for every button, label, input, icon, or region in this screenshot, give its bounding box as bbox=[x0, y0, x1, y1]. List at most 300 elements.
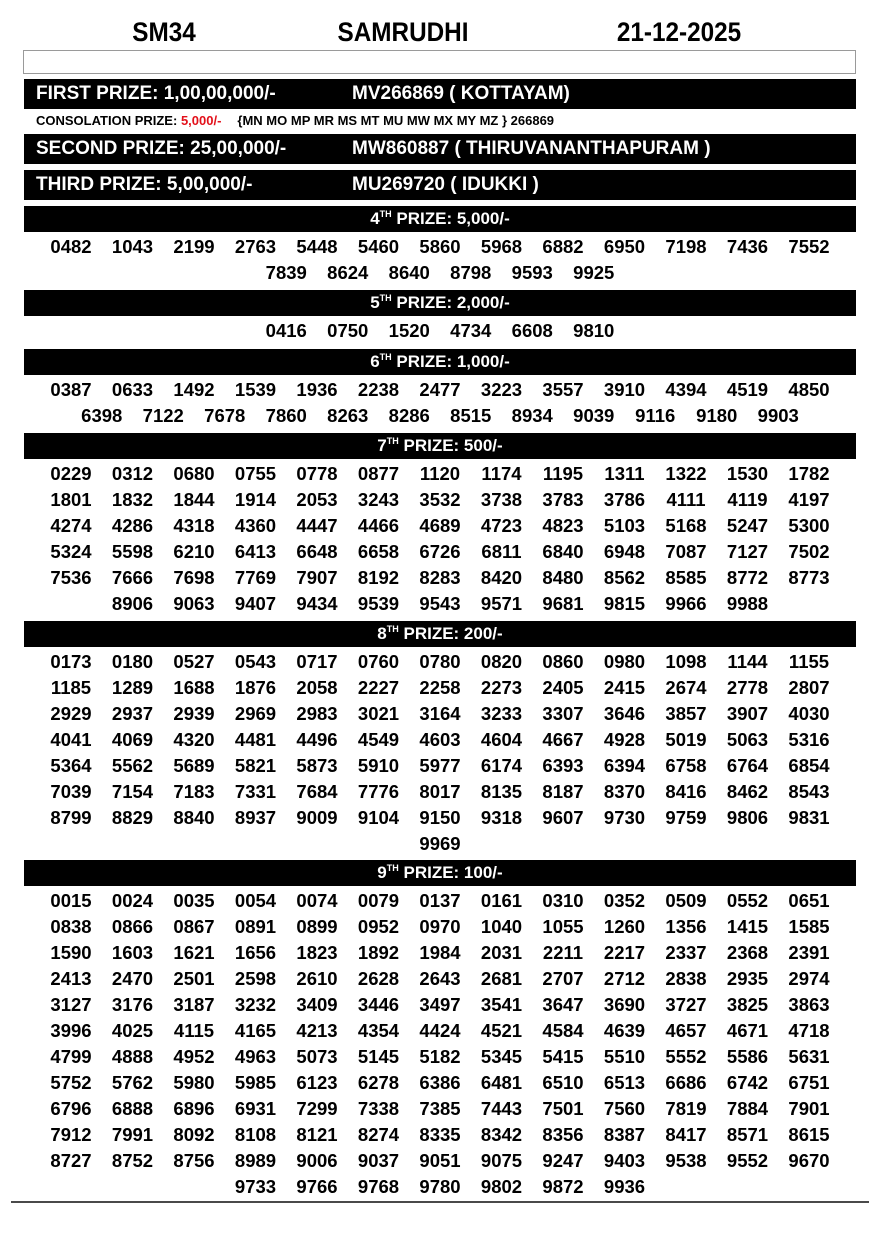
number-row bbox=[24, 403, 856, 429]
consolation-series: {MN MO MP MR MS MT MU MW MX MY MZ } 266869 bbox=[237, 113, 555, 128]
winning-number: 9539 bbox=[357, 593, 400, 614]
winning-number: 1801 bbox=[50, 489, 92, 510]
winning-number: 8420 bbox=[480, 567, 523, 588]
winning-number: 2405 bbox=[542, 677, 584, 698]
winning-number: 8624 bbox=[327, 262, 369, 283]
winning-number: 8989 bbox=[234, 1150, 277, 1171]
winning-number: 7819 bbox=[665, 1098, 707, 1119]
winning-number: 4213 bbox=[296, 1020, 338, 1041]
winning-number: 4519 bbox=[726, 379, 769, 400]
winning-number: 2211 bbox=[542, 942, 584, 963]
number-row bbox=[24, 992, 856, 1018]
winning-number: 6751 bbox=[788, 1072, 830, 1093]
winning-number: 9831 bbox=[788, 807, 830, 828]
prize-6-header bbox=[24, 349, 856, 375]
number-row bbox=[24, 234, 856, 260]
winning-number: 9538 bbox=[665, 1150, 707, 1171]
draw-date: 21-12-2025 bbox=[616, 17, 742, 47]
winning-number: 4496 bbox=[296, 729, 338, 750]
winning-number: 5980 bbox=[173, 1072, 215, 1093]
winning-number: 1356 bbox=[665, 916, 707, 937]
winning-number: 5247 bbox=[726, 515, 769, 536]
winning-number: 1043 bbox=[111, 236, 154, 257]
winning-number: 7776 bbox=[357, 781, 400, 802]
consolation-amount: 5,000/- bbox=[180, 113, 222, 128]
winning-number: 8571 bbox=[726, 1124, 769, 1145]
winning-number: 8192 bbox=[357, 567, 400, 588]
winning-number: 9925 bbox=[573, 262, 615, 283]
winning-number: 5631 bbox=[788, 1046, 830, 1067]
number-row bbox=[24, 1070, 856, 1096]
winning-number: 4823 bbox=[542, 515, 584, 536]
winning-number: 9936 bbox=[603, 1176, 646, 1197]
winning-number: 9434 bbox=[296, 593, 338, 614]
winning-number: 9006 bbox=[296, 1150, 338, 1171]
consolation-prize-line bbox=[36, 112, 554, 130]
winning-number: 8640 bbox=[388, 262, 430, 283]
third-prize-bar bbox=[24, 170, 856, 200]
winning-number: 0079 bbox=[357, 890, 400, 911]
winning-number: 1311 bbox=[604, 463, 645, 484]
winning-number: 3825 bbox=[726, 994, 769, 1015]
winning-number: 3176 bbox=[111, 994, 154, 1015]
winning-number: 4119 bbox=[727, 489, 768, 510]
winning-number: 3786 bbox=[603, 489, 646, 510]
winning-number: 0074 bbox=[296, 890, 338, 911]
first-prize-label: FIRST PRIZE: 1,00,00,000/- bbox=[36, 83, 276, 104]
draw-code: SM34 bbox=[132, 17, 196, 47]
winning-number: 4394 bbox=[665, 379, 707, 400]
winning-number: 9037 bbox=[357, 1150, 400, 1171]
winning-number: 6758 bbox=[665, 755, 707, 776]
winning-number: 2470 bbox=[111, 968, 154, 989]
winning-number: 8335 bbox=[419, 1124, 461, 1145]
winning-number: 0952 bbox=[357, 916, 400, 937]
winning-number: 8417 bbox=[665, 1124, 707, 1145]
winning-number: 2643 bbox=[419, 968, 461, 989]
winning-number: 1185 bbox=[50, 677, 92, 698]
winning-number: 1520 bbox=[388, 320, 430, 341]
winning-number: 3541 bbox=[480, 994, 523, 1015]
winning-number: 6882 bbox=[542, 236, 584, 257]
winning-number: 0387 bbox=[50, 379, 92, 400]
number-row bbox=[24, 914, 856, 940]
winning-number: 1530 bbox=[726, 463, 769, 484]
winning-number: 0838 bbox=[50, 916, 92, 937]
number-row bbox=[24, 565, 856, 591]
prize-ordinal: 6 bbox=[370, 352, 380, 371]
winning-number: 8799 bbox=[50, 807, 92, 828]
winning-number: 0161 bbox=[480, 890, 523, 911]
winning-number: 6931 bbox=[234, 1098, 277, 1119]
prize-4-numbers bbox=[24, 234, 856, 286]
winning-number: 5316 bbox=[788, 729, 830, 750]
winning-number: 5510 bbox=[603, 1046, 646, 1067]
winning-number: 1322 bbox=[665, 463, 707, 484]
number-row bbox=[24, 1174, 856, 1200]
winning-number: 2969 bbox=[234, 703, 277, 724]
number-row bbox=[24, 461, 856, 487]
winning-number: 6686 bbox=[665, 1072, 707, 1093]
winning-number: 6888 bbox=[111, 1098, 154, 1119]
winning-number: 8615 bbox=[788, 1124, 830, 1145]
winning-number: 1823 bbox=[296, 942, 338, 963]
winning-number: 6648 bbox=[296, 541, 338, 562]
winning-number: 9180 bbox=[696, 405, 738, 426]
winning-number: 6174 bbox=[480, 755, 523, 776]
prize-amount-label: PRIZE: 500/- bbox=[398, 436, 503, 455]
winning-number: 6481 bbox=[480, 1072, 523, 1093]
winning-number: 2337 bbox=[665, 942, 707, 963]
winning-number: 1936 bbox=[296, 379, 338, 400]
winning-number: 2807 bbox=[788, 677, 830, 698]
winning-number: 6658 bbox=[357, 541, 400, 562]
winning-number: 8937 bbox=[234, 807, 277, 828]
winning-number: 9063 bbox=[173, 593, 215, 614]
winning-number: 9407 bbox=[234, 593, 277, 614]
winning-number: 4718 bbox=[788, 1020, 830, 1041]
lottery-name: SAMRUDHI bbox=[337, 17, 469, 47]
winning-number: 2763 bbox=[234, 236, 277, 257]
winning-number: 2939 bbox=[173, 703, 215, 724]
winning-number: 0866 bbox=[111, 916, 154, 937]
winning-number: 7198 bbox=[665, 236, 707, 257]
winning-number: 1415 bbox=[726, 916, 769, 937]
winning-number: 8752 bbox=[111, 1150, 154, 1171]
winning-number: 8274 bbox=[357, 1124, 400, 1145]
winning-number: 4360 bbox=[234, 515, 277, 536]
winning-number: 1585 bbox=[788, 916, 830, 937]
ordinal-suffix: TH bbox=[379, 352, 392, 362]
winning-number: 5968 bbox=[480, 236, 523, 257]
winning-number: 2974 bbox=[788, 968, 830, 989]
winning-number: 9903 bbox=[757, 405, 799, 426]
winning-number: 0352 bbox=[603, 890, 646, 911]
winning-number: 4466 bbox=[357, 515, 400, 536]
winning-number: 1120 bbox=[419, 463, 461, 484]
winning-number: 2391 bbox=[788, 942, 830, 963]
winning-number: 4274 bbox=[50, 515, 92, 536]
winning-number: 8286 bbox=[388, 405, 430, 426]
winning-number: 9810 bbox=[573, 320, 615, 341]
prize-9-header bbox=[24, 860, 856, 886]
winning-number: 3910 bbox=[603, 379, 646, 400]
winning-number: 5762 bbox=[111, 1072, 154, 1093]
winning-number: 7039 bbox=[50, 781, 92, 802]
winning-number: 8462 bbox=[726, 781, 769, 802]
winning-number: 1621 bbox=[173, 942, 215, 963]
winning-number: 1155 bbox=[788, 651, 830, 672]
winning-number: 0543 bbox=[234, 651, 277, 672]
winning-number: 1289 bbox=[111, 677, 154, 698]
winning-number: 4952 bbox=[173, 1046, 215, 1067]
winning-number: 9104 bbox=[357, 807, 400, 828]
winning-number: 9768 bbox=[357, 1176, 400, 1197]
winning-number: 6811 bbox=[481, 541, 522, 562]
number-row bbox=[24, 753, 856, 779]
winning-number: 3727 bbox=[665, 994, 707, 1015]
prize-amount-label: PRIZE: 100/- bbox=[398, 863, 503, 882]
winning-number: 1195 bbox=[542, 463, 584, 484]
winning-number: 9571 bbox=[480, 593, 523, 614]
winning-number: 7839 bbox=[265, 262, 307, 283]
winning-number: 2598 bbox=[234, 968, 277, 989]
winning-number: 1656 bbox=[234, 942, 277, 963]
winning-number: 8906 bbox=[111, 593, 154, 614]
winning-number: 8772 bbox=[726, 567, 769, 588]
winning-number: 0054 bbox=[234, 890, 277, 911]
winning-number: 8283 bbox=[419, 567, 461, 588]
winning-number: 9009 bbox=[296, 807, 338, 828]
winning-number: 6726 bbox=[419, 541, 461, 562]
winning-number: 2477 bbox=[419, 379, 461, 400]
winning-number: 7183 bbox=[173, 781, 215, 802]
winning-number: 1914 bbox=[234, 489, 277, 510]
winning-number: 9681 bbox=[542, 593, 584, 614]
winning-number: 0229 bbox=[50, 463, 92, 484]
winning-number: 7331 bbox=[234, 781, 277, 802]
winning-number: 3857 bbox=[665, 703, 707, 724]
prize-8-header bbox=[24, 621, 856, 647]
winning-number: 8370 bbox=[603, 781, 646, 802]
winning-number: 8798 bbox=[450, 262, 492, 283]
winning-number: 7501 bbox=[542, 1098, 584, 1119]
winning-number: 9670 bbox=[788, 1150, 830, 1171]
winning-number: 3646 bbox=[603, 703, 646, 724]
number-row bbox=[24, 779, 856, 805]
winning-number: 8829 bbox=[111, 807, 154, 828]
winning-number: 1984 bbox=[419, 942, 461, 963]
winning-number: 4734 bbox=[450, 320, 492, 341]
number-row bbox=[24, 727, 856, 753]
third-prize-label: THIRD PRIZE: 5,00,000/- bbox=[36, 174, 253, 195]
number-row bbox=[24, 487, 856, 513]
winning-number: 8356 bbox=[542, 1124, 584, 1145]
winning-number: 2058 bbox=[296, 677, 338, 698]
winning-number: 5168 bbox=[665, 515, 707, 536]
winning-number: 8480 bbox=[542, 567, 584, 588]
winning-number: 2415 bbox=[603, 677, 646, 698]
prize-ordinal: 7 bbox=[377, 436, 387, 455]
winning-number: 0416 bbox=[265, 320, 307, 341]
number-row bbox=[24, 260, 856, 286]
winning-number: 2935 bbox=[726, 968, 769, 989]
winning-number: 9759 bbox=[665, 807, 707, 828]
number-row bbox=[24, 1018, 856, 1044]
winning-number: 0024 bbox=[111, 890, 154, 911]
winning-number: 7678 bbox=[204, 405, 246, 426]
winning-number: 6386 bbox=[419, 1072, 461, 1093]
winning-number: 0651 bbox=[788, 890, 830, 911]
second-prize-bar bbox=[24, 134, 856, 164]
winning-number: 0970 bbox=[419, 916, 461, 937]
prize-amount-label: PRIZE: 200/- bbox=[398, 624, 503, 643]
winning-number: 4354 bbox=[357, 1020, 400, 1041]
prize-amount-label: PRIZE: 2,000/- bbox=[391, 293, 510, 312]
winning-number: 5063 bbox=[726, 729, 769, 750]
winning-number: 5103 bbox=[603, 515, 646, 536]
winning-number: 4888 bbox=[111, 1046, 154, 1067]
winning-number: 3232 bbox=[234, 994, 277, 1015]
winning-number: 7666 bbox=[111, 567, 154, 588]
number-row bbox=[24, 888, 856, 914]
winning-number: 2712 bbox=[603, 968, 646, 989]
number-row bbox=[24, 701, 856, 727]
winning-number: 0899 bbox=[296, 916, 338, 937]
winning-number: 9969 bbox=[419, 833, 461, 854]
winning-number: 3783 bbox=[542, 489, 584, 510]
winning-number: 4603 bbox=[419, 729, 461, 750]
winning-number: 0760 bbox=[357, 651, 400, 672]
winning-number: 2413 bbox=[50, 968, 92, 989]
winning-number: 6393 bbox=[542, 755, 584, 776]
winning-number: 5562 bbox=[111, 755, 154, 776]
winning-number: 6510 bbox=[542, 1072, 584, 1093]
winning-number: 0035 bbox=[173, 890, 215, 911]
winning-number: 6742 bbox=[726, 1072, 769, 1093]
winning-number: 5073 bbox=[296, 1046, 338, 1067]
winning-number: 9607 bbox=[542, 807, 584, 828]
winning-number: 7338 bbox=[357, 1098, 400, 1119]
winning-number: 9988 bbox=[726, 593, 769, 614]
winning-number: 8515 bbox=[450, 405, 492, 426]
winning-number: 0778 bbox=[296, 463, 338, 484]
winning-number: 4671 bbox=[726, 1020, 769, 1041]
winning-number: 6513 bbox=[603, 1072, 646, 1093]
winning-number: 0509 bbox=[665, 890, 707, 911]
prize-5-header bbox=[24, 290, 856, 316]
winning-number: 1144 bbox=[727, 651, 768, 672]
winning-number: 0180 bbox=[111, 651, 154, 672]
winning-number: 8017 bbox=[419, 781, 461, 802]
winning-number: 3557 bbox=[542, 379, 584, 400]
ordinal-suffix: TH bbox=[379, 209, 392, 219]
winning-number: 4111 bbox=[666, 489, 706, 510]
winning-number: 8092 bbox=[173, 1124, 215, 1145]
winning-number: 3532 bbox=[419, 489, 461, 510]
second-prize-label: SECOND PRIZE: 25,00,000/- bbox=[36, 138, 287, 159]
winning-number: 5821 bbox=[234, 755, 277, 776]
winning-number: 0527 bbox=[173, 651, 215, 672]
winning-number: 9039 bbox=[573, 405, 615, 426]
winning-number: 2929 bbox=[50, 703, 92, 724]
winning-number: 9730 bbox=[603, 807, 646, 828]
winning-number: 2031 bbox=[480, 942, 523, 963]
winning-number: 8108 bbox=[234, 1124, 277, 1145]
winning-number: 7154 bbox=[111, 781, 154, 802]
winning-number: 8121 bbox=[296, 1124, 338, 1145]
winning-number: 3233 bbox=[480, 703, 523, 724]
number-row bbox=[24, 675, 856, 701]
winning-number: 9766 bbox=[296, 1176, 338, 1197]
winning-number: 5552 bbox=[665, 1046, 707, 1067]
winning-number: 7901 bbox=[788, 1098, 830, 1119]
winning-number: 4604 bbox=[480, 729, 523, 750]
winning-number: 1040 bbox=[480, 916, 523, 937]
winning-number: 8562 bbox=[603, 567, 646, 588]
ordinal-suffix: TH bbox=[379, 293, 392, 303]
winning-number: 0717 bbox=[296, 651, 338, 672]
winning-number: 9815 bbox=[603, 593, 646, 614]
winning-number: 0015 bbox=[50, 890, 92, 911]
winning-number: 4069 bbox=[111, 729, 154, 750]
winning-number: 2983 bbox=[296, 703, 338, 724]
winning-number: 6840 bbox=[542, 541, 584, 562]
winning-number: 4928 bbox=[603, 729, 646, 750]
winning-number: 9150 bbox=[419, 807, 461, 828]
number-row bbox=[24, 649, 856, 675]
winning-number: 0137 bbox=[419, 890, 461, 911]
winning-number: 4963 bbox=[234, 1046, 277, 1067]
winning-number: 6948 bbox=[603, 541, 646, 562]
winning-number: 3647 bbox=[542, 994, 584, 1015]
number-row bbox=[24, 966, 856, 992]
winning-number: 9802 bbox=[480, 1176, 523, 1197]
second-prize-ticket: MW860887 ( THIRUVANANTHAPURAM ) bbox=[352, 138, 711, 159]
winning-number: 6210 bbox=[173, 541, 215, 562]
winning-number: 1876 bbox=[234, 677, 277, 698]
winning-number: 8543 bbox=[788, 781, 830, 802]
winning-number: 4030 bbox=[788, 703, 830, 724]
first-prize-bar bbox=[24, 79, 856, 109]
winning-number: 8416 bbox=[665, 781, 707, 802]
result-header bbox=[0, 14, 880, 50]
winning-number: 0310 bbox=[542, 890, 584, 911]
winning-number: 6950 bbox=[603, 236, 646, 257]
winning-number: 7436 bbox=[726, 236, 769, 257]
winning-number: 8387 bbox=[603, 1124, 646, 1145]
prize-5-numbers bbox=[24, 318, 856, 344]
winning-number: 5598 bbox=[111, 541, 154, 562]
number-row bbox=[24, 1096, 856, 1122]
prize-amount-label: PRIZE: 5,000/- bbox=[391, 209, 510, 228]
winning-number: 2273 bbox=[480, 677, 523, 698]
winning-number: 4025 bbox=[111, 1020, 154, 1041]
winning-number: 3907 bbox=[726, 703, 769, 724]
winning-number: 2227 bbox=[357, 677, 400, 698]
winning-number: 2778 bbox=[726, 677, 769, 698]
prize-ordinal: 8 bbox=[377, 624, 387, 643]
winning-number: 4639 bbox=[603, 1020, 646, 1041]
winning-number: 4667 bbox=[542, 729, 584, 750]
winning-number: 1539 bbox=[234, 379, 277, 400]
winning-number: 0867 bbox=[173, 916, 215, 937]
winning-number: 2628 bbox=[357, 968, 400, 989]
winning-number: 5752 bbox=[50, 1072, 92, 1093]
winning-number: 0891 bbox=[234, 916, 277, 937]
winning-number: 4521 bbox=[480, 1020, 523, 1041]
winning-number: 2258 bbox=[419, 677, 461, 698]
ordinal-suffix: TH bbox=[386, 624, 399, 634]
number-row bbox=[24, 1148, 856, 1174]
winning-number: 9051 bbox=[419, 1150, 461, 1171]
number-row bbox=[24, 1044, 856, 1070]
prize-4-header bbox=[24, 206, 856, 232]
winning-number: 5324 bbox=[50, 541, 92, 562]
number-row bbox=[24, 513, 856, 539]
winning-number: 4799 bbox=[50, 1046, 92, 1067]
winning-number: 0633 bbox=[111, 379, 154, 400]
winning-number: 4447 bbox=[296, 515, 338, 536]
winning-number: 5345 bbox=[480, 1046, 523, 1067]
winning-number: 4424 bbox=[419, 1020, 461, 1041]
winning-number: 2501 bbox=[173, 968, 215, 989]
winning-number: 8585 bbox=[665, 567, 707, 588]
winning-number: 0877 bbox=[357, 463, 400, 484]
number-row bbox=[24, 591, 856, 617]
number-row bbox=[24, 831, 856, 857]
winning-number: 2838 bbox=[665, 968, 707, 989]
